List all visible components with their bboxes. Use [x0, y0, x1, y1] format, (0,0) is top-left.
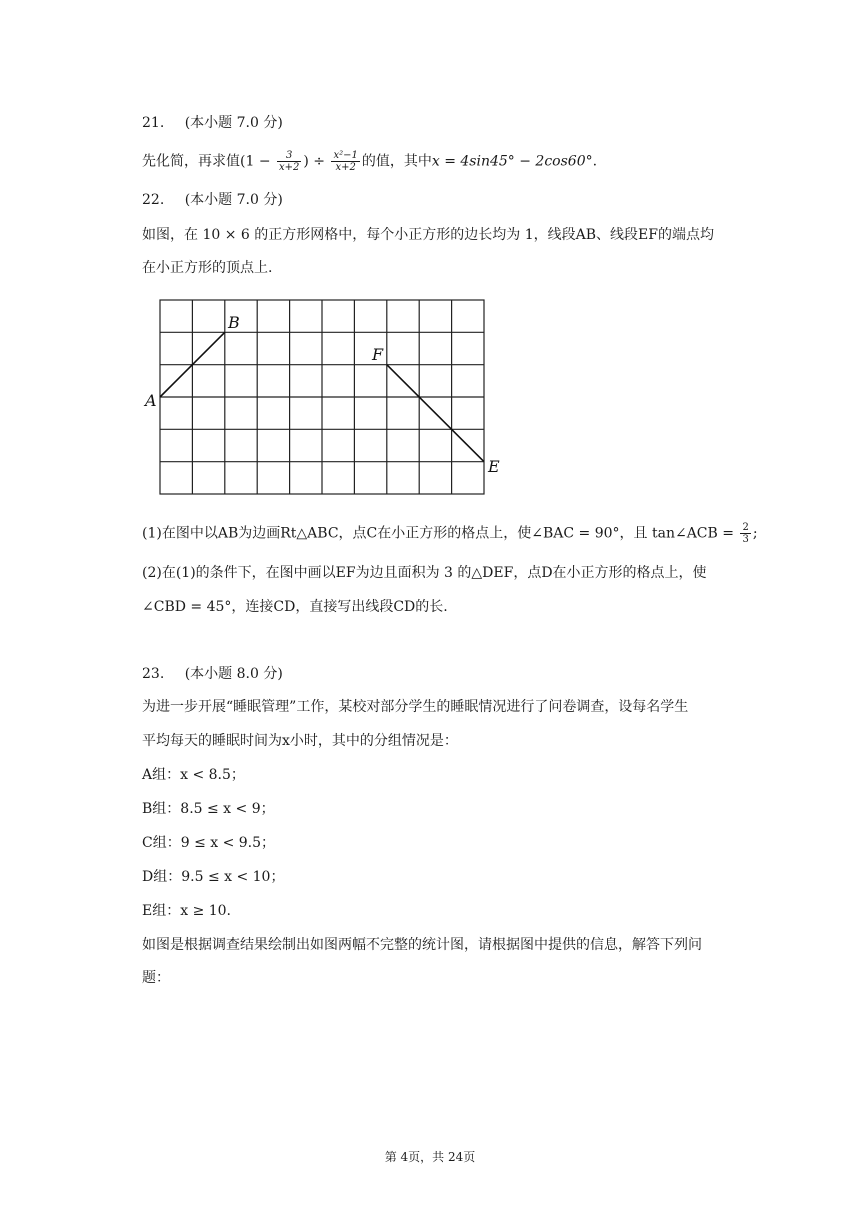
- q21-text-2: 的值，其中: [361, 153, 432, 170]
- q22-part1-fraction: [740, 522, 750, 545]
- q22-part2-line-2: ∠CBD = 45°，连接CD，直接写出线段CD的长.: [142, 599, 448, 615]
- q23-header: [142, 664, 283, 684]
- q23-line-4: 题：: [142, 970, 170, 986]
- q23-score: (本小题 8.0 分): [184, 666, 283, 682]
- q21-paren-close-div: ) ÷: [303, 153, 330, 170]
- q23-group-b: B组：8.5 ≤ x < 9；: [142, 801, 275, 817]
- q22-part2-line-1: (2)在(1)的条件下，在图中画以EF为边且面积为 3 的△DEF，点D在小正方形的格点上，使: [142, 565, 707, 581]
- label-f: F: [372, 345, 384, 364]
- q21-paren-open: (1 −: [240, 153, 275, 170]
- segment-ef: [387, 365, 484, 462]
- q22-part1-end: ;: [752, 525, 758, 542]
- q23-line-1: 为进一步开展“睡眠管理”工作，某校对部分学生的睡眠情况进行了问卷调查，设每名学生: [142, 699, 689, 715]
- q21-end: .: [592, 153, 598, 170]
- q22-line-1: 如图，在 10 × 6 的正方形网格中，每个小正方形的边长均为 1，线段AB、线段EF的端点均: [142, 227, 714, 243]
- q21-frac2-den: x+2: [335, 162, 356, 173]
- label-b: B: [228, 313, 240, 332]
- q23-group-d: D组：9.5 ≤ x < 10；: [142, 869, 285, 885]
- grid-lines: [160, 300, 484, 494]
- q21-number: 21.: [142, 115, 165, 131]
- q21-fraction-1: [277, 150, 301, 173]
- q23-group-c: C组：9 ≤ x < 9.5；: [142, 835, 276, 851]
- q21-header: [142, 113, 283, 133]
- label-e: E: [488, 457, 500, 476]
- q21-frac1-num: 3: [277, 150, 301, 162]
- q23-number: 23.: [142, 666, 165, 682]
- q22-header: [142, 190, 283, 210]
- q21-score: (本小题 7.0 分): [184, 115, 283, 131]
- q21-frac1-den: x+2: [279, 162, 300, 173]
- page-footer: 第 4页，共 24页: [384, 1150, 476, 1164]
- q22-score: (本小题 7.0 分): [184, 192, 283, 208]
- q22-part1-frac-num: 2: [742, 522, 749, 533]
- q23-line-2: 平均每天的睡眠时间为x小时，其中的分组情况是：: [142, 733, 458, 749]
- q23-line-3: 如图是根据调查结果绘制出如图两幅不完整的统计图，请根据图中提供的信息，解答下列问: [142, 937, 702, 953]
- q21-expression: x = 4sin45° − 2cos60°: [431, 153, 593, 170]
- q21-fraction-2: [331, 150, 359, 173]
- q22-part1-text: (1)在图中以AB为边画Rt△ABC，点C在小正方形的格点上，使∠BAC = 90°，且 tan∠ACB =: [142, 525, 739, 542]
- q22-number: 22.: [142, 192, 165, 208]
- q21-frac2-num: x²−1: [333, 150, 358, 161]
- q22-line-2: 在小正方形的顶点上.: [142, 260, 273, 276]
- grid-figure: [140, 292, 500, 502]
- q23-group-e: E组：x ≥ 10.: [142, 903, 232, 919]
- label-a: A: [145, 391, 157, 410]
- q23-group-a: A组：x < 8.5；: [142, 767, 245, 783]
- q22-part1: [142, 522, 758, 545]
- q21-body: [142, 150, 597, 173]
- q21-text-1: 先化简，再求值: [142, 153, 240, 170]
- q22-part1-frac-den: 3: [742, 534, 749, 545]
